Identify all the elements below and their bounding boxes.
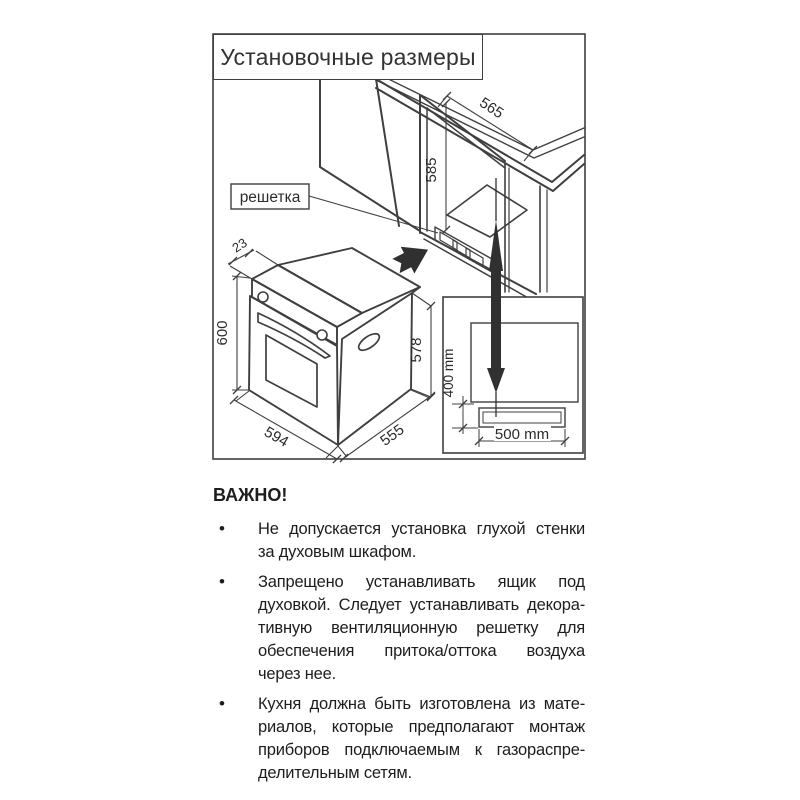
dim-line-594 (234, 391, 338, 459)
dim-label-400mm: 400 mm (441, 348, 456, 398)
bullet-line: через нее. (258, 665, 336, 683)
bullet-marker: • (219, 572, 225, 591)
bullet-line: духовкой. Следует устанавливать декора- (258, 596, 585, 614)
bullet-marker: • (219, 694, 225, 713)
oven-knob (317, 330, 327, 340)
bullet-line: Запрещено устанавливать ящик под (258, 573, 585, 591)
dim-label-600: 600 (214, 320, 231, 346)
important-section (213, 484, 585, 792)
cabinet-drawing (320, 70, 584, 299)
list-item (213, 693, 585, 785)
dim-line-600 (232, 276, 250, 390)
airflow-arrowhead-up (489, 220, 503, 271)
oven-door (249, 296, 338, 445)
bullet-line: тивную вентиляционную решетку для (258, 619, 585, 637)
dim-line-23 (228, 250, 278, 279)
oven-drawing (249, 248, 420, 445)
diagram-title: Установочные размеры (220, 43, 476, 70)
niche-bottom-edge-2 (424, 239, 530, 299)
countertop-front-edge (376, 79, 584, 182)
important-heading: ВАЖНО! (213, 485, 288, 505)
bullet-line: Не допускается установка глухой стенки (258, 520, 585, 538)
oven-side-face (338, 293, 412, 445)
diagram-title-box (213, 34, 483, 80)
bullet-line: обеспечения притока/оттока воздуха (258, 642, 585, 660)
cabinet-side-panel (320, 79, 420, 231)
dim-line-555 (338, 390, 431, 458)
oven-knob (258, 292, 268, 302)
bullet-line: делительным сетям. (258, 764, 412, 782)
dim-label-23: 23 (229, 234, 250, 256)
niche-floor (447, 185, 527, 237)
bullet-line: за духовым шкафом. (258, 543, 417, 561)
airflow-arrow-shaft (491, 270, 501, 369)
list-item (213, 571, 585, 686)
bullet-line: Кухня должна быть изготовлена из мате- (258, 695, 585, 713)
grille-label: решетка (239, 189, 301, 206)
bullet-line: риалов, которые предполагают монтаж (258, 718, 585, 736)
dim-label-578: 578 (408, 337, 425, 363)
dim-label-585: 585 (423, 157, 440, 183)
dim-label-500mm: 500 mm (494, 426, 550, 443)
dim-label-594: 594 (261, 423, 292, 451)
bullet-line: приборов подключаемым к газораспре- (258, 741, 585, 759)
oven-door-window (266, 335, 317, 407)
oven-side-handle-slot (356, 331, 382, 354)
dim-label-555: 555 (377, 421, 408, 450)
list-item (213, 518, 585, 564)
bullet-marker: • (219, 519, 225, 538)
dim-label-565: 565 (476, 94, 507, 123)
